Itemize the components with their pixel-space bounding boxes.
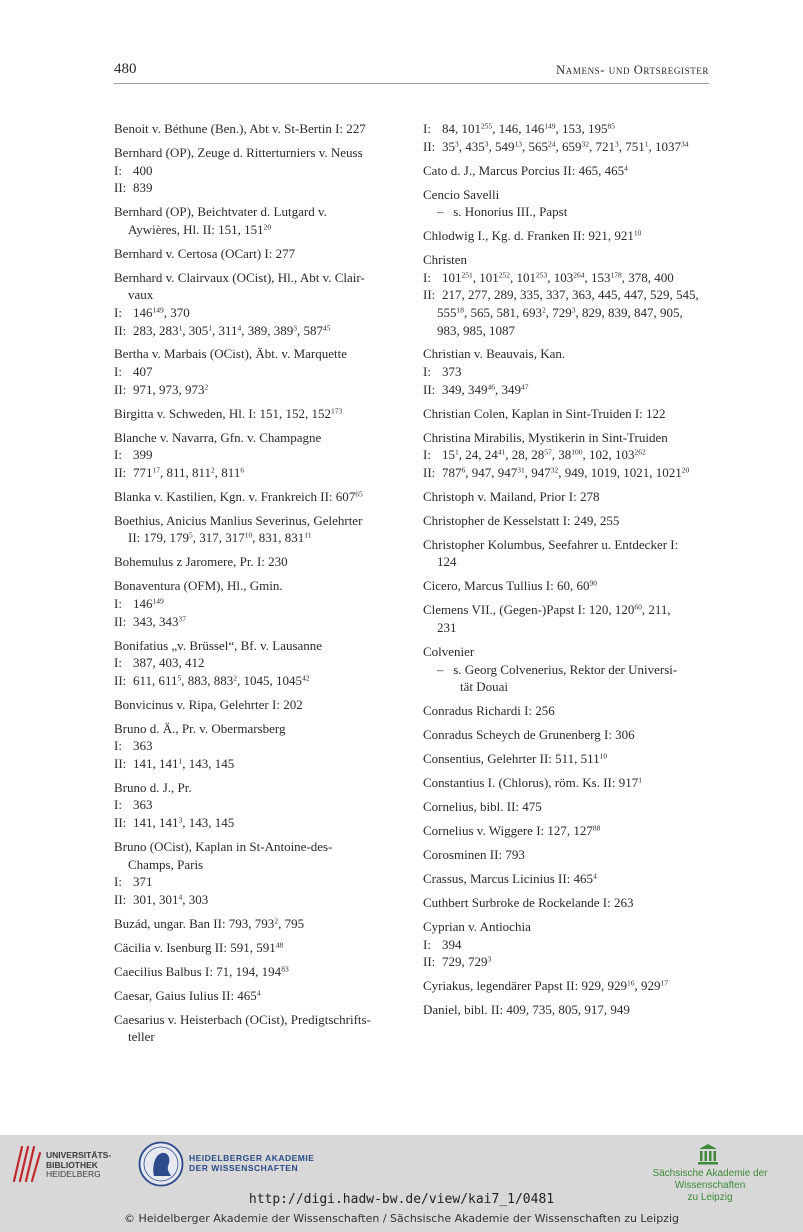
volume-reference-line: I: 394 (423, 936, 462, 952)
index-entry (423, 227, 710, 245)
volume-label: I: (114, 364, 122, 380)
volume-label: II: (114, 672, 127, 688)
entry-line: Cato d. J., Marcus Porcius II: 465, $465^4$ (423, 162, 628, 178)
volume-label: II: (114, 381, 127, 397)
volume-label: I: (423, 447, 431, 463)
entry-line: Boethius, Anicius Manlius Severinus, Gelehrter (114, 512, 363, 528)
volume-reference-line: I: 84, $101^{255}$, 146, $146^{149}$, 153, $195^{85}$ (423, 121, 615, 136)
volume-label: I: (114, 595, 122, 611)
entry-line: Christian v. Beauvais, Kan. (423, 346, 566, 362)
volume-label: II: (423, 287, 436, 303)
index-entry (423, 601, 710, 636)
index-entry (423, 750, 710, 768)
entry-line: – s. Honorius III., Papst (437, 204, 568, 220)
entry-line: tät Douai (460, 679, 509, 695)
entry-line: Caesarius v. Heisterbach (OCist), Predigtschrifts- (114, 1011, 371, 1027)
entry-line: II: 179, $179^5$, 317, $317^{10}$, 831, $831^{11}$ (128, 530, 312, 546)
entry-line: Bonifatius „v. Brüssel“, Bf. v. Lausanne (114, 637, 323, 653)
academy-seal-icon[interactable] (138, 1141, 184, 1187)
index-entry (423, 798, 710, 816)
volume-reference-line: II: 349, $349^{46}$, $349^{47}$ (423, 381, 529, 397)
entry-line: Conradus Richardi I: 256 (423, 703, 555, 719)
index-entry (423, 536, 710, 571)
entry-line: Consentius, Gelehrter II: 511, $511^{10}$ (423, 751, 608, 767)
entry-line: 124 (437, 554, 457, 570)
entry-line: Christopher Kolumbus, Seefahrer u. Entdecker I: (423, 536, 679, 552)
entry-line: Crassus, Marcus Licinius II: $465^4$ (423, 870, 597, 886)
academy-name (189, 1153, 314, 1173)
index-entry (114, 345, 399, 398)
entry-line: Buzád, ungar. Ban II: 793, $793^2$, 795 (114, 915, 305, 931)
volume-reference-line: I: $146^{149}$ (114, 595, 164, 611)
volume-label: II: (114, 613, 127, 629)
volume-label: II: (423, 138, 436, 154)
volume-label: I: (423, 364, 431, 380)
index-entry (423, 1001, 710, 1019)
entry-line: Bonaventura (OFM), Hl., Gmin. (114, 578, 283, 594)
volume-reference-line: II: 343, $343^{37}$ (114, 613, 186, 629)
entry-line: Cornelius v. Wiggere I: 127, $127^{88}$ (423, 823, 601, 839)
saw-line-1: Sächsische Akademie der Wissenschaften (652, 1168, 768, 1191)
volume-reference-line: I: 363 (114, 797, 153, 813)
volume-reference-line: I: 400 (114, 162, 153, 178)
volume-label: II: (423, 954, 436, 970)
ub-line-1: UNIVERSITÄTS- (46, 1150, 112, 1160)
entry-line: 231 (437, 619, 457, 635)
copyright-notice: © Heidelberger Akademie der Wissenschaften / Sächsische Akademie der Wissenschaften zu Leipzig (123, 1212, 679, 1225)
index-entry (423, 726, 710, 744)
volume-reference-line: I: 387, 403, 412 (114, 655, 205, 671)
entry-line: Christoph v. Mailand, Prior I: 278 (423, 488, 600, 504)
volume-reference-line: II: 141, $141^1$, 143, 145 (114, 755, 235, 771)
index-entry (114, 779, 399, 832)
index-entry (423, 345, 710, 398)
volume-reference-line: I: 407 (114, 364, 153, 380)
volume-reference-line: I: $101^{251}$, $101^{252}$, $101^{253}$, $103^{264}$, $153^{178}$, 378, 400 (423, 269, 674, 285)
hadw-line-1: HEIDELBERGER AKADEMIE (189, 1153, 315, 1163)
entry-line: Bruno d. J., Pr. (114, 779, 192, 795)
index-entry (114, 553, 399, 571)
index-entry (114, 720, 399, 773)
index-entry (423, 488, 710, 506)
volume-label: I: (114, 162, 122, 178)
index-entry (423, 702, 710, 720)
index-entry (423, 251, 710, 339)
volume-reference-line: II: $771^{17}$, 811, $811^2$, $811^6$ (114, 464, 245, 480)
volume-reference-line: II: 971, 973, $973^2$ (114, 381, 209, 397)
entry-line: Clemens VII., (Gegen-)Papst I: 120, $120^{60}$, 211, (423, 602, 671, 618)
entry-line: Caesar, Gaius Iulius II: $465^4$ (114, 987, 261, 1003)
entry-line: Constantius I. (Chlorus), röm. Ks. II: $917^1$ (423, 775, 642, 791)
volume-reference-line: I: 371 (114, 874, 153, 890)
entry-line: Christopher de Kesselstatt I: 249, 255 (423, 512, 620, 528)
index-entry (114, 245, 399, 263)
entry-line: Bernhard v. Certosa (OCart) I: 277 (114, 245, 296, 261)
entry-line: Colvenier (423, 643, 475, 659)
page-number: 480 (114, 61, 137, 77)
volume-reference-line: I: $15^1$, 24, $24^{41}$, 28, $28^{57}$, $38^{100}$, 102, $103^{262}$ (423, 447, 646, 463)
index-entry (114, 696, 399, 714)
running-title: Namens- und Ortsregister (556, 63, 709, 77)
entry-line: Birgitta v. Schweden, Hl. I: 151, 152, $152^{173}$ (114, 405, 343, 421)
index-entry (114, 963, 399, 981)
entry-line: Aywières, Hl. II: 151, $151^{20}$ (128, 221, 272, 237)
volume-label: I: (423, 121, 431, 136)
entry-line: Christina Mirabilis, Mystikerin in Sint-Truiden (423, 429, 668, 445)
entry-line: Christen (423, 252, 468, 268)
volume-reference-line: I: $146^{149}$, 370 (114, 304, 190, 320)
index-entry (114, 838, 399, 908)
volume-label: I: (114, 304, 122, 320)
volume-label: II: (114, 891, 127, 907)
entry-line: Bohemulus z Jaromere, Pr. I: 230 (114, 554, 288, 570)
volume-label: II: (114, 815, 127, 831)
volume-reference-line: II: 301, $301^4$, 303 (114, 891, 209, 907)
entry-line: Bonvicinus v. Ripa, Gelehrter I: 202 (114, 696, 303, 712)
saw-line-2: zu Leipzig (687, 1192, 733, 1203)
ub-line-2: BIBLIOTHEK (46, 1159, 98, 1170)
entry-line: Cencio Savelli (423, 186, 500, 202)
volume-label: II: (423, 464, 436, 480)
entry-line: Champs, Paris (128, 856, 204, 872)
entry-line: Benoit v. Béthune (Ben.), Abt v. St-Bertin I: 227 (114, 121, 366, 136)
volume-reference-line: II: 283, $283^1$, $305^1$, $311^4$, 389, $389^3$, $587^{45}$ (114, 322, 331, 338)
index-entry (423, 918, 710, 971)
index-entry (423, 643, 710, 696)
index-entry (423, 822, 710, 840)
volume-label: I: (114, 447, 122, 463)
index-entry (423, 120, 710, 155)
index-column-left (114, 120, 399, 1052)
volume-reference-line: I: 399 (114, 447, 153, 463)
index-entry (423, 162, 710, 180)
index-entry (423, 870, 710, 888)
volume-reference-line: II: 217, 277, 289, 335, 337, 363, 445, 447, 529, 545, (423, 287, 699, 303)
volume-label: I: (114, 738, 122, 754)
university-library-name (46, 1151, 111, 1180)
entry-line: Blanche v. Navarra, Gfn. v. Champagne (114, 429, 322, 445)
footer-banner (0, 1135, 803, 1232)
volume-label: II: (114, 464, 127, 480)
permalink-url[interactable]: http://digi.hadw-bw.de/view/kai7_1/0481 (248, 1192, 555, 1207)
entry-line: Chlodwig I., Kg. d. Franken II: 921, $921^{10}$ (423, 228, 642, 244)
entry-line: Bertha v. Marbais (OCist), Äbt. v. Marquette (114, 346, 347, 362)
saxon-academy-building-icon[interactable] (697, 1143, 719, 1165)
index-entry (423, 405, 710, 423)
index-entry (114, 939, 399, 957)
entry-line: Cuthbert Surbroke de Rockelande I: 263 (423, 894, 634, 910)
volume-reference-line: II: 141, $141^3$, 143, 145 (114, 815, 235, 831)
index-entry (423, 577, 710, 595)
entry-line: Cyriakus, legendärer Papst II: 929, $929^{16}$, $929^{17}$ (423, 978, 668, 994)
entry-line: Cyprian v. Antiochia (423, 918, 531, 934)
entry-line: Christian Colen, Kaplan in Sint-Truiden I: 122 (423, 405, 666, 421)
university-library-logo-icon[interactable] (10, 1143, 44, 1183)
entry-line: Caecilius Balbus I: 71, 194, $194^{83}$ (114, 963, 289, 979)
volume-label: I: (114, 874, 122, 890)
index-entry (423, 894, 710, 912)
volume-label: II: (114, 755, 127, 771)
index-entry (114, 987, 399, 1005)
index-column-right (423, 120, 710, 1025)
index-entry (114, 429, 399, 482)
index-entry (114, 512, 399, 547)
index-entry (114, 144, 399, 197)
page-header (114, 60, 709, 84)
index-entry (423, 977, 710, 995)
entry-line: Bernhard (OP), Beichtvater d. Lutgard v. (114, 204, 327, 220)
volume-reference-line: II: 611, $611^5$, 883, $883^2$, 1045, 1045$^{42}$ (114, 672, 310, 688)
index-entry (114, 637, 399, 690)
volume-label: II: (114, 322, 127, 338)
entry-line: 983, 985, 1087 (437, 322, 515, 338)
entry-line: Cicero, Marcus Tullius I: 60, $60^{90}$ (423, 578, 597, 594)
index-entry (114, 1011, 399, 1046)
entry-line: Corosminen II: 793 (423, 847, 525, 862)
volume-reference-line: I: 373 (423, 364, 462, 380)
entry-line: Bernhard v. Clairvaux (OCist), Hl., Abt v. Clair- (114, 269, 365, 285)
entry-line: Daniel, bibl. II: 409, 735, 805, 917, 949 (423, 1002, 630, 1018)
index-entry (114, 269, 399, 339)
entry-line: Cäcilia v. Isenburg II: 591, $591^{48}$ (114, 939, 284, 955)
index-entry (114, 405, 399, 423)
volume-reference-line: II: $35^3$, $435^3$, $549^{13}$, $565^{24}$, $659^{32}$, $721^3$, $751^1$, 1037$^{34}$ (423, 138, 689, 154)
index-entry (114, 577, 399, 630)
volume-label: I: (423, 936, 431, 952)
hadw-line-2: DER WISSENSCHAFTEN (189, 1163, 299, 1173)
entry-line: vaux (128, 287, 154, 303)
index-entry (114, 915, 399, 933)
entry-line: Bruno d. Ä., Pr. v. Obermarsberg (114, 720, 286, 736)
index-entry (114, 203, 399, 238)
index-entry (114, 120, 399, 138)
index-entry (423, 186, 710, 221)
entry-line: Bernhard (OP), Zeuge d. Ritterturniers v. Neuss (114, 144, 363, 160)
entry-line: Conradus Scheych de Grunenberg I: 306 (423, 727, 635, 743)
index-entry (423, 512, 710, 530)
entry-line: $555^{18}$, 565, 581, $693^2$, $729^3$, 829, 839, 847, 905, (437, 304, 683, 320)
volume-reference-line: I: 363 (114, 738, 153, 754)
volume-label: I: (114, 797, 122, 813)
entry-line: – s. Georg Colvenerius, Rektor der Universi- (437, 661, 678, 677)
index-entry (114, 488, 399, 506)
volume-reference-line: II: 839 (114, 180, 153, 196)
entry-line: Bruno (OCist), Kaplan in St-Antoine-des- (114, 839, 333, 855)
volume-label: II: (423, 381, 436, 397)
index-entry (423, 846, 710, 864)
volume-label: I: (423, 269, 431, 285)
volume-label: I: (114, 655, 122, 671)
index-entry (423, 429, 710, 482)
index-entry (423, 774, 710, 792)
volume-reference-line: II: $787^6$, 947, $947^{31}$, $947^{32}$, 949, 1019, 1021, 1021$^{20}$ (423, 464, 690, 480)
entry-line: Cornelius, bibl. II: 475 (423, 799, 542, 815)
entry-line: teller (128, 1029, 155, 1045)
volume-reference-line: II: 729, $729^3$ (423, 954, 492, 970)
entry-line: Blanka v. Kastilien, Kgn. v. Frankreich II: $607^{65}$ (114, 488, 363, 504)
ub-line-3: HEIDELBERG (46, 1169, 101, 1179)
volume-label: II: (114, 180, 127, 196)
